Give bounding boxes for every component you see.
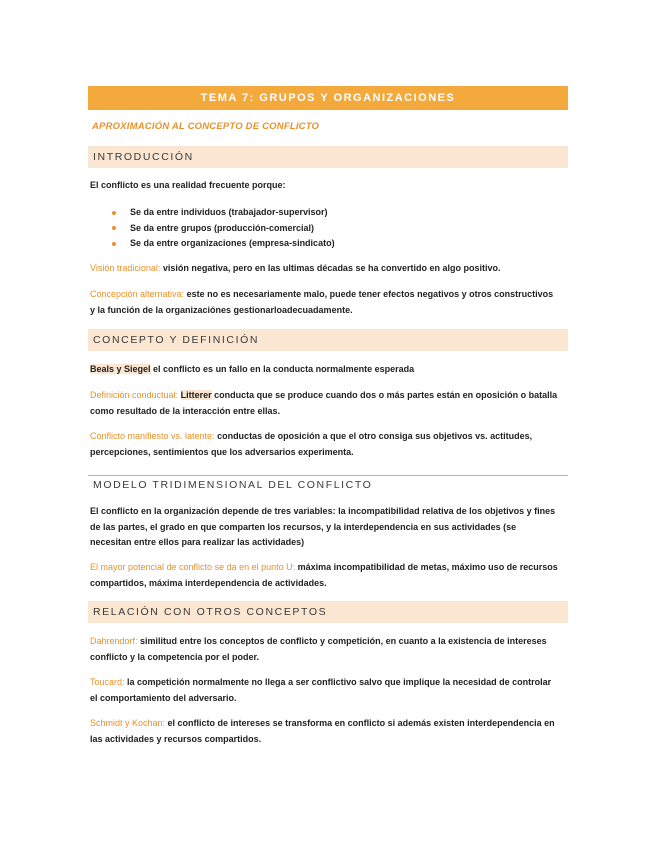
bullet-dot-icon <box>112 226 116 230</box>
term-key: El mayor potencial de conflicto se da en el punto U: <box>90 562 296 572</box>
list-item: Se da entre grupos (producción-comercial) <box>110 221 335 237</box>
relacion-paragraph-toucard: Toucard: la competición normalmente no llega a ser conflictivo salvo que implique la necesidad de controlar el comportamiento del adversario. <box>90 677 552 703</box>
list-item: Se da entre organizaciones (empresa-sindicato) <box>110 236 335 252</box>
concepto-paragraph-beals: Beals y Siegel el conflicto es un fallo en la conducta normalmente esperada <box>90 364 415 374</box>
modelo-paragraph-variables: El conflicto en la organización depende de tres variables: la incompatibilidad relativa de los objetivos y fines de las partes, el grado en que comparten los recursos, y la interdependencia en sus actividades (se necesitan entre ellos para realizar las actividades) <box>90 506 556 547</box>
document-subtitle: APROXIMACIÓN AL CONCEPTO DE CONFLICTO <box>92 121 320 132</box>
section-heading-concepto: CONCEPTO Y DEFINICIÓN <box>88 329 568 351</box>
highlighted-author: Litterer <box>180 390 212 400</box>
list-item: Se da entre individuos (trabajador-supervisor) <box>110 205 335 221</box>
term-key: Schmidt y Kochan: <box>90 718 166 728</box>
term-key: Conflicto manifiesto vs. latente: <box>90 431 215 441</box>
bullet-dot-icon <box>112 211 116 215</box>
modelo-paragraph-punto-u: El mayor potencial de conflicto se da en el punto U: máxima incompatibilidad de metas, máximo uso de recursos compartidos, máxima interdependencia de actividades. <box>90 562 558 588</box>
intro-lead: El conflicto es una realidad frecuente porque: <box>90 180 286 190</box>
intro-bullet-list <box>110 205 335 252</box>
term-key: Definición conductual: <box>90 390 179 400</box>
page-title: TEMA 7: GRUPOS Y ORGANIZACIONES <box>88 86 568 110</box>
section-heading-introduccion: INTRODUCCIÓN <box>88 146 568 168</box>
bullet-dot-icon <box>112 242 116 246</box>
term-key: Visión tradicional: <box>90 263 161 273</box>
highlighted-author: Beals y Siegel <box>90 364 151 374</box>
relacion-paragraph-schmidt: Schmidt y Kochan: el conflicto de intereses se transforma en conflicto si además existen interdependencia en las actividades y recursos compartidos. <box>90 718 555 744</box>
intro-paragraph-alternativa: Concepción alternativa: este no es necesariamente malo, puede tener efectos negativos y otros constructivos y la función de la organizaciónes gestionarloadecuadamente. <box>90 289 554 315</box>
section-heading-relacion: RELACIÓN CON OTROS CONCEPTOS <box>88 601 568 623</box>
section-heading-modelo: MODELO TRIDIMENSIONAL DEL CONFLICTO <box>88 475 568 495</box>
concepto-paragraph-manifiesto: Conflicto manifiesto vs. latente: conductas de oposición a que el otro consiga sus objetivos vs. actitudes, percepciones, sentimientos que los adversarios experimenta. <box>90 431 533 457</box>
intro-paragraph-tradicional: Visión tradicional: visión negativa, pero en las ultimas décadas se ha convertido en algo positivo. <box>90 263 501 273</box>
term-key: Concepción alternativa: <box>90 289 185 299</box>
term-key: Toucard: <box>90 677 125 687</box>
term-key: Dahrendorf: <box>90 636 138 646</box>
relacion-paragraph-dahrendorf: Dahrendorf: similitud entre los conceptos de conflicto y competición, en cuanto a la existencia de intereses conflicto y la competencia por el poder. <box>90 636 547 662</box>
concepto-paragraph-conductual: Definición conductual: Litterer conducta que se produce cuando dos o más partes están en oposición o batalla como resultado de la interacción entre ellas. <box>90 390 558 416</box>
